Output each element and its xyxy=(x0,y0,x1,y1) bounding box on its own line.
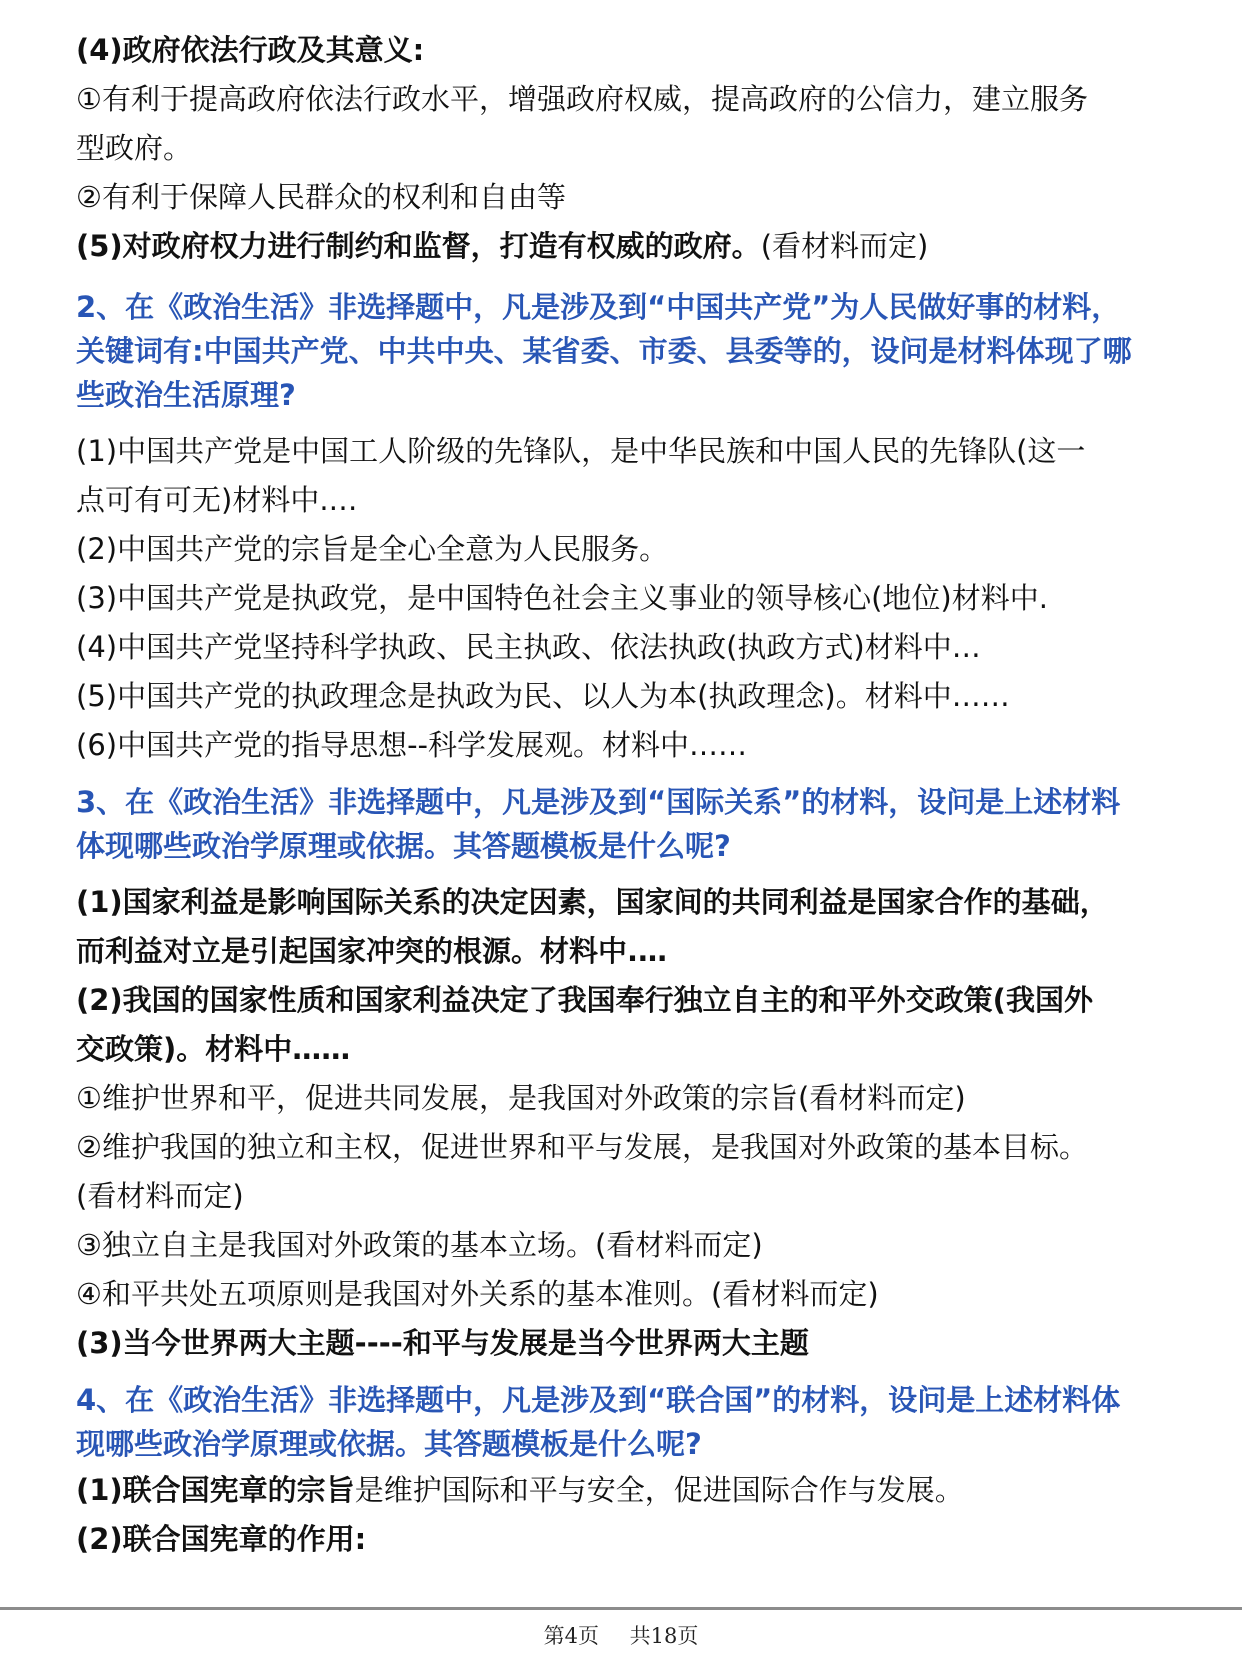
text-line: ①有利于提高政府依法行政水平，增强政府权威，提高政府的公信力，建立服务 xyxy=(76,82,1088,116)
bold-text: (1)联合国宪章的宗旨 xyxy=(76,1473,355,1507)
answer-line-bold: (2)联合国宪章的作用: xyxy=(76,1522,367,1556)
answer-line: ①维护世界和平，促进共同发展，是我国对外政策的宗旨(看材料而定) xyxy=(76,1081,966,1115)
answer-line: 点可有可无)材料中.… xyxy=(76,483,358,517)
plain-text: (看材料而定) xyxy=(760,229,929,263)
page-footer xyxy=(0,1620,1242,1650)
answer-line-bold: 交政策)。材料中…… xyxy=(76,1032,351,1066)
question-heading: 2、在《政治生活》非选择题中，凡是涉及到“中国共产党”为人民做好事的材料， xyxy=(76,290,1121,324)
text-line xyxy=(76,222,1206,271)
answer-line xyxy=(76,1466,1206,1515)
answer-line-bold: (3)当今世界两大主题----和平与发展是当今世界两大主题 xyxy=(76,1326,809,1360)
answer-line: (6)中国共产党的指导思想--科学发展观。材料中…… xyxy=(76,728,748,762)
question-heading: 些政治生活原理? xyxy=(76,378,296,412)
question-heading: 现哪些政治学原理或依据。其答题模板是什么呢? xyxy=(76,1427,702,1461)
page-number: 第4页 xyxy=(543,1624,599,1648)
answer-line: (3)中国共产党是执政党，是中国特色社会主义事业的领导核心(地位)材料中. xyxy=(76,581,1048,615)
text-line: ②有利于保障人民群众的权利和自由等 xyxy=(76,180,566,214)
answer-line-bold: 而利益对立是引起国家冲突的根源。材料中.… xyxy=(76,934,668,968)
page-total: 共18页 xyxy=(629,1624,699,1648)
answer-line: ②维护我国的独立和主权，促进世界和平与发展，是我国对外政策的基本目标。 xyxy=(76,1130,1088,1164)
answer-line: ④和平共处五项原则是我国对外关系的基本准则。(看材料而定) xyxy=(76,1277,879,1311)
document-page xyxy=(76,26,1206,1564)
text-line: 型政府。 xyxy=(76,131,193,165)
answer-line: (5)中国共产党的执政理念是执政为民、以人为本(执政理念)。材料中…… xyxy=(76,679,1010,713)
answer-line: ③独立自主是我国对外政策的基本立场。(看材料而定) xyxy=(76,1228,763,1262)
answer-line: (1)中国共产党是中国工人阶级的先锋队，是中华民族和中国人民的先锋队(这一 xyxy=(76,434,1086,468)
section-heading: (4)政府依法行政及其意义: xyxy=(76,33,425,67)
question-heading: 3、在《政治生活》非选择题中，凡是涉及到“国际关系”的材料，设问是上述材料 xyxy=(76,785,1121,819)
answer-line-bold: (2)我国的国家性质和国家利益决定了我国奉行独立自主的和平外交政策(我国外 xyxy=(76,983,1093,1017)
answer-line: (2)中国共产党的宗旨是全心全意为人民服务。 xyxy=(76,532,669,566)
answer-line: (4)中国共产党坚持科学执政、民主执政、依法执政(执政方式)材料中… xyxy=(76,630,981,664)
footer-divider xyxy=(0,1607,1242,1610)
answer-line: (看材料而定) xyxy=(76,1179,244,1213)
answer-line-bold: (1)国家利益是影响国际关系的决定因素，国家间的共同利益是国家合作的基础， xyxy=(76,885,1109,919)
question-heading: 关键词有:中国共产党、中共中央、某省委、市委、县委等的，设问是材料体现了哪 xyxy=(76,334,1132,368)
bold-text: (5)对政府权力进行制约和监督，打造有权威的政府。 xyxy=(76,229,761,263)
question-heading: 体现哪些政治学原理或依据。其答题模板是什么呢? xyxy=(76,829,731,863)
plain-text: 是维护国际和平与安全，促进国际合作与发展。 xyxy=(354,1473,964,1507)
question-heading: 4、在《政治生活》非选择题中，凡是涉及到“联合国”的材料，设问是上述材料体 xyxy=(76,1383,1121,1417)
